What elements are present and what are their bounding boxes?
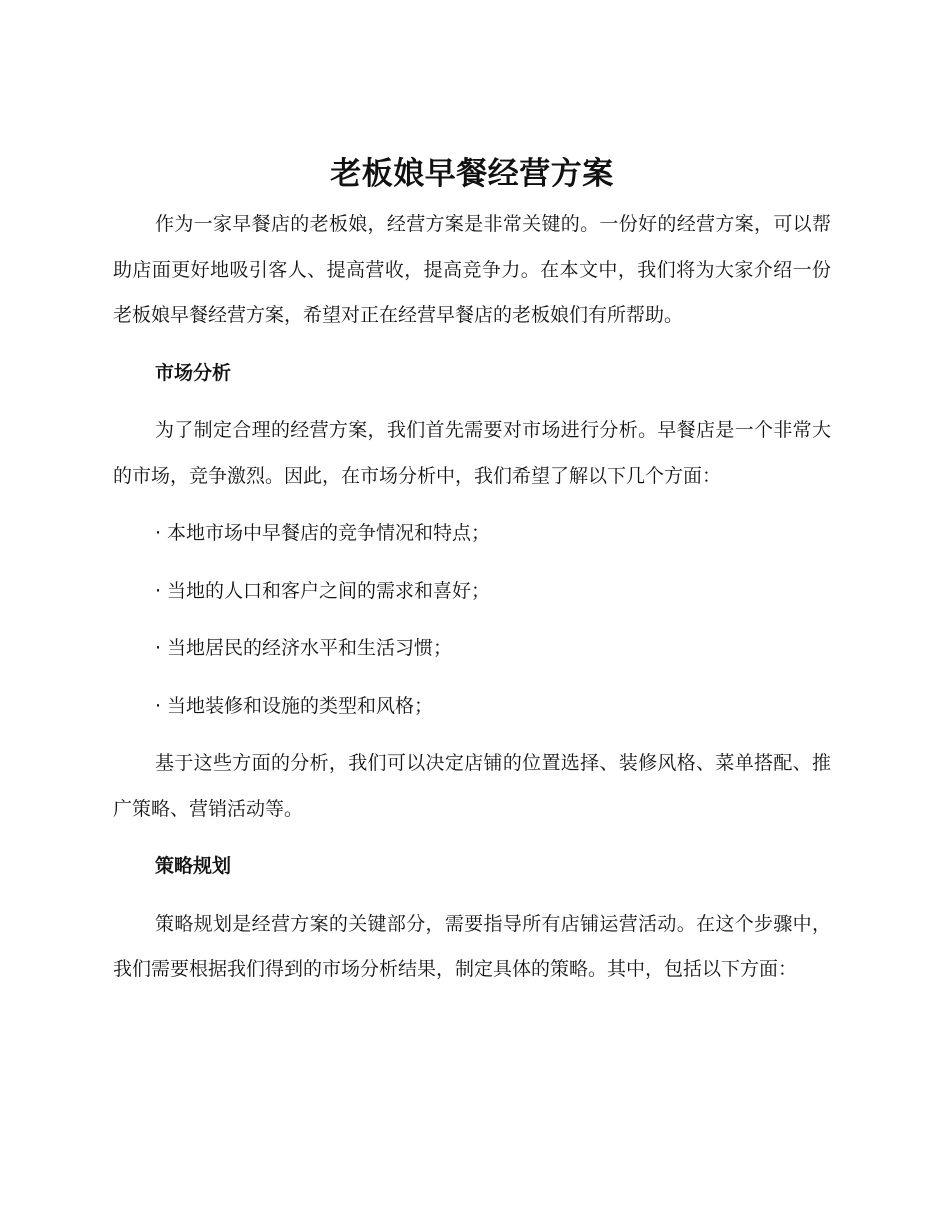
list-item <box>113 684 831 730</box>
market-analysis-conclusion: 基于这些方面的分析，我们可以决定店铺的位置选择、装修风格、菜单搭配、推广策略、营销活动等。 <box>113 752 831 820</box>
bullet-dot: · <box>155 637 162 659</box>
market-analysis-paragraph: 为了制定合理的经营方案，我们首先需要对市场进行分析。早餐店是一个非常大的市场，竞争激烈。因此，在市场分析中，我们希望了解以下几个方面： <box>113 419 831 487</box>
section-heading-strategy-planning: 策略规划 <box>155 855 232 877</box>
bullet-dot: · <box>155 579 162 602</box>
list-item <box>113 511 831 557</box>
document-title: 老板娘早餐经营方案 <box>330 156 614 192</box>
list-item-text: 当地装修和设施的类型和风格； <box>167 694 434 717</box>
list-item <box>113 626 831 672</box>
list-item <box>113 569 831 615</box>
list-item-text: 本地市场中早餐店的竞争情况和特点； <box>167 522 491 544</box>
document-page <box>113 150 831 993</box>
bullet-dot: · <box>155 694 162 717</box>
section-heading-market-analysis: 市场分析 <box>155 361 232 384</box>
market-analysis-list <box>113 511 831 729</box>
bullet-dot: · <box>155 522 162 544</box>
list-item-text: 当地的人口和客户之间的需求和喜好； <box>167 579 491 602</box>
strategy-planning-paragraph: 策略规划是经营方案的关键部分，需要指导所有店铺运营活动。在这个步骤中，我们需要根据我们得到的市场分析结果，制定具体的策略。其中，包括以下方面： <box>113 912 831 980</box>
list-item-text: 当地居民的经济水平和生活习惯； <box>167 637 453 659</box>
intro-paragraph: 作为一家早餐店的老板娘，经营方案是非常关键的。一份好的经营方案，可以帮助店面更好地吸引客人、提高营收，提高竞争力。在本文中，我们将为大家介绍一份老板娘早餐经营方案，希望对正在经营早餐店的老板娘们有所帮助。 <box>113 213 831 326</box>
